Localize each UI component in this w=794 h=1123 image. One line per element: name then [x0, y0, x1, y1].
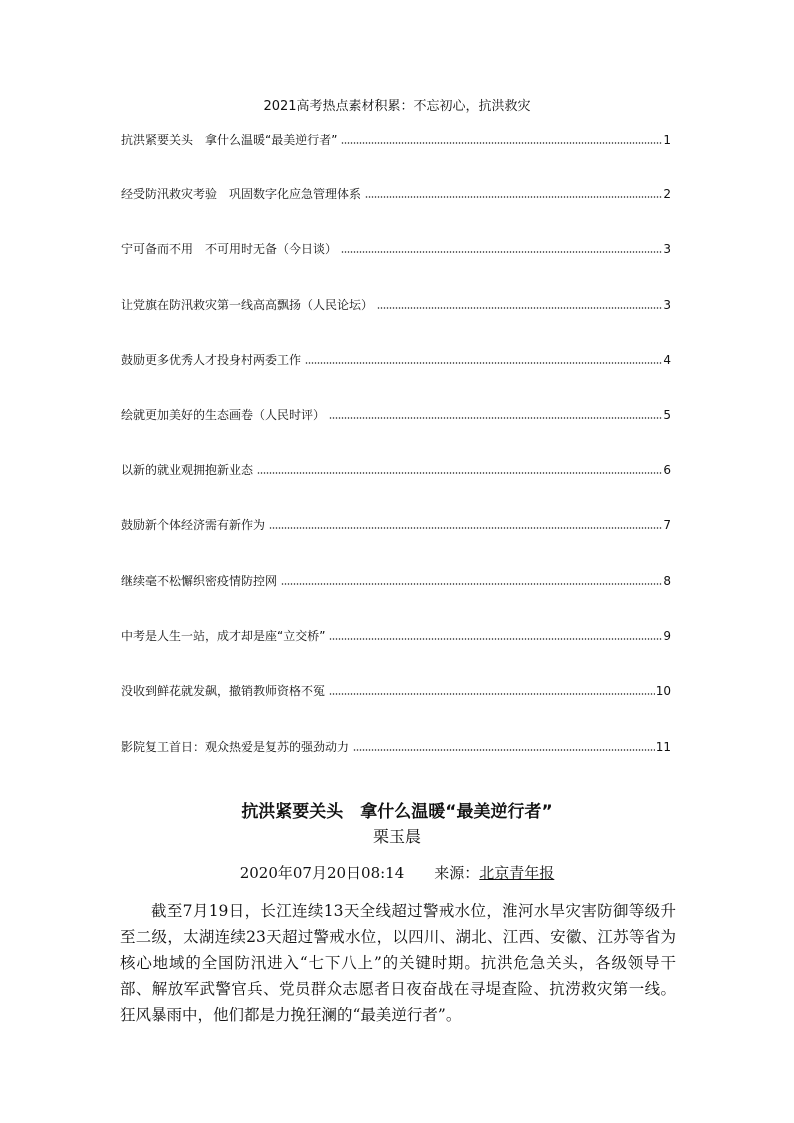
article-source-link[interactable]: 北京青年报 [479, 864, 555, 882]
toc-leader-dots [365, 195, 662, 199]
toc-entry-label: 鼓励更多优秀人才投身村两委工作 [121, 353, 302, 367]
toc-leader-dots [377, 306, 662, 310]
toc-entry-label: 继续毫不松懈织密疫情防控网 [121, 574, 278, 588]
toc-entry-label: 经受防汛救灾考验 巩固数字化应急管理体系 [121, 187, 362, 201]
toc-entry-label: 绘就更加美好的生态画卷（人民时评） [121, 408, 326, 422]
toc-leader-dots [329, 416, 662, 420]
article-source-label: 来源： [434, 864, 480, 882]
toc-leader-dots [353, 748, 655, 752]
toc-entry[interactable] [121, 456, 671, 478]
toc-entry[interactable] [121, 622, 671, 644]
toc-entry-label: 抗洪紧要关头 拿什么温暖“最美逆行者” [121, 133, 338, 147]
toc-leader-dots [329, 637, 662, 641]
toc-entry[interactable] [121, 401, 671, 423]
toc-entry-label: 没收到鲜花就发飙，撤销教师资格不冤 [121, 684, 326, 698]
toc-entry-label: 影院复工首日：观众热爱是复苏的强劲动力 [121, 740, 350, 754]
toc-leader-dots [305, 361, 662, 365]
article-paragraph: 截至7月19日，长江连续13天全线超过警戒水位，淮河水旱灾害防御等级升至二级，太湖连续23天超过警戒水位，以四川、湖北、江西、安徽、江苏等省为核心地域的全国防汛进入“七下八上”的关键时期。抗洪危急关头，各级领导干部、解放军武警官兵、党员群众志愿者日夜奋战在寻堤查险、抗涝救灾第一线。狂风暴雨中，他们都是力挽狂澜的“最美逆行者”。 [120, 902, 676, 1024]
article-datetime: 2020年07月20日08:14 [239, 864, 405, 882]
toc-page-number: 8 [663, 574, 671, 588]
toc-page-number: 7 [663, 518, 671, 532]
toc-entry[interactable] [121, 291, 671, 313]
toc-entry[interactable] [121, 126, 671, 148]
article-meta [0, 862, 794, 884]
toc-entry-label: 鼓励新个体经济需有新作为 [121, 518, 266, 532]
toc-entry-label: 中考是人生一站，成才却是座“立交桥” [121, 629, 326, 643]
toc-leader-dots [257, 471, 662, 475]
toc-entry[interactable] [121, 677, 671, 699]
toc-page-number: 3 [663, 298, 671, 312]
toc-leader-dots [341, 250, 662, 254]
article-author: 栗玉晨 [372, 827, 421, 846]
toc-leader-dots [269, 526, 662, 530]
toc-leader-dots [341, 141, 662, 145]
toc-page-number: 2 [663, 187, 671, 201]
toc-entry-label: 以新的就业观拥抱新业态 [121, 463, 254, 477]
toc-entry[interactable] [121, 180, 671, 202]
toc-entry-label: 宁可备而不用 不可用时无备（今日谈） [121, 242, 338, 256]
toc-leader-dots [281, 582, 662, 586]
toc-page-number: 9 [663, 629, 671, 643]
toc-page-number: 11 [655, 740, 671, 754]
toc-entry[interactable] [121, 511, 671, 533]
toc-entry[interactable] [121, 567, 671, 589]
toc-title: 2021高考热点素材积累：不忘初心，抗洪救灾 [263, 99, 531, 114]
toc-page-number: 10 [655, 684, 671, 698]
toc-leader-dots [329, 692, 655, 696]
toc-page-number: 4 [663, 353, 671, 367]
toc-entry[interactable] [121, 235, 671, 257]
toc-page-number: 5 [663, 408, 671, 422]
toc-page-number: 6 [663, 463, 671, 477]
toc-page-number: 3 [663, 242, 671, 256]
toc-entry[interactable] [121, 346, 671, 368]
toc-entry-label: 让党旗在防汛救灾第一线高高飘扬（人民论坛） [121, 298, 374, 312]
toc-entry[interactable] [121, 733, 671, 755]
toc-page-number: 1 [663, 133, 671, 147]
article-title: 抗洪紧要关头 拿什么温暖“最美逆行者” [241, 802, 553, 822]
